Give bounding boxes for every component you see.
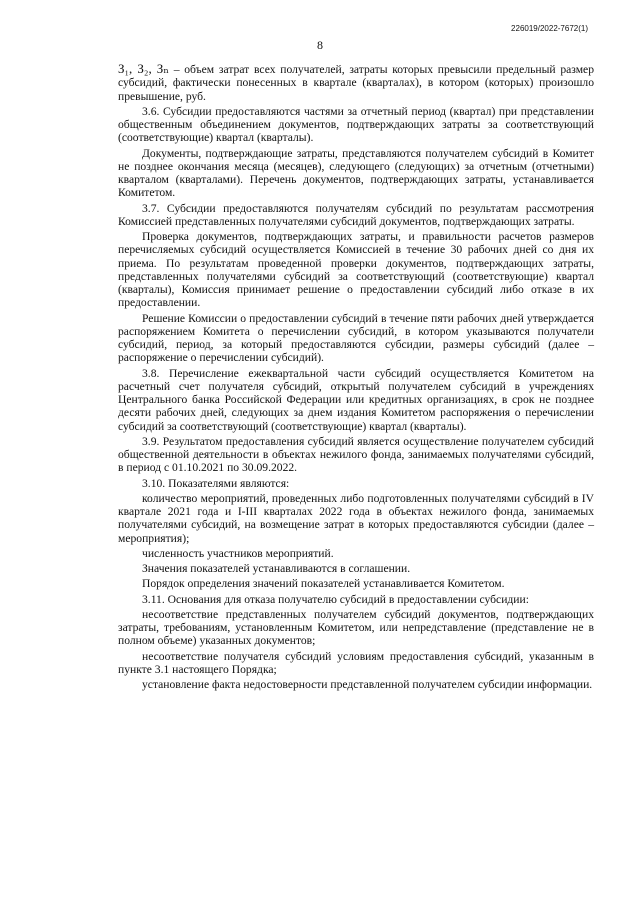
page-number: 8 <box>317 38 323 52</box>
paragraph-3-8: 3.8. Перечисление ежеквартальной части субсидий осуществляется Комитетом на расчетный счет получателя субсидий, открытый получателем субсидий в учреждениях Центрального банка Российской Федерации или кредитных организациях, в срок не позднее десяти рабочих дней, следующих за днем издания Комитетом распоряжения о перечислении субсидий за соответствующий (соответствующие) квартал (кварталы). <box>118 366 594 433</box>
formula-description: – объем затрат всех получателей, затраты которых превысили предельный размер субсидий, фактически понесенных в квартале (кварталах), в котором (которых) произошло превышение, руб. <box>118 63 594 103</box>
document-body <box>118 62 594 693</box>
paragraph-nonconformity-recipient: несоответствие получателя субсидий условиям предоставления субсидий, указанным в пункте 3.1 настоящего Порядка; <box>118 649 594 676</box>
paragraph-false-info: установление факта недостоверности представленной получателем субсидии информации. <box>142 678 593 691</box>
paragraph-3-7: 3.7. Субсидии предоставляются получателям субсидий по результатам рассмотрения Комиссией представленных получателями субсидий документов, подтверждающих затраты. <box>118 201 594 228</box>
formula-paragraph <box>118 62 594 103</box>
paragraph-3-10: 3.10. Показателями являются: <box>142 476 290 490</box>
paragraph-indicator-values: Значения показателей устанавливаются в соглашении. <box>142 562 411 575</box>
paragraph-decision: Решение Комиссии о предоставлении субсидий в течение пяти рабочих дней утверждается распоряжением Комитета о перечислении субсидий, в котором указываются получатели субсидий, период, за который предоставляются субсидии, размеры субсидий (далее – распоряжение о перечислении субсидий). <box>118 311 594 365</box>
paragraph-verification: Проверка документов, подтверждающих затраты, и правильности расчетов размеров перечисляемых субсидий осуществляется Комиссией в течение 30 рабочих дней со дня их приема. По результатам проведенной проверки документов, подтверждающих затраты, представленных получателями субсидий за соответствующий (соответствующие) квартал (кварталы), Комиссия принимает решение о предоставлении субсидий либо отказе в их предоставлении. <box>118 230 594 310</box>
paragraph-3-6: 3.6. Субсидии предоставляются частями за отчетный период (квартал) при представлении общественным объединением документов, подтверждающих затраты за соответствующий (соответствующие) квартал (кварталы). <box>118 104 594 145</box>
formula-variables: З₁, З₂, Зₙ <box>118 61 169 76</box>
paragraph-events-count: количество мероприятий, проведенных либо подготовленных получателями субсидий в IV квартале 2021 года и I-III кварталах 2022 года в объектах нежилого фонда, занимаемых получателями субсидий, на возмещение затрат в которых предоставляются субсидии (далее – мероприятия); <box>118 491 594 545</box>
paragraph-documents: Документы, подтверждающие затраты, представляются получателем субсидий в Комитет не позднее окончания месяца (месяцев), следующего (следующих) за отчетным (отчетными) кварталом (кварталами). Перечень документов, подтверждающих затраты, устанавливается Комитетом. <box>118 146 594 200</box>
paragraph-nonconformity-docs: несоответствие представленных получателем субсидий документов, подтверждающих затраты, требованиям, установленным Комитетом, или непредставление (представление не в полном объеме) указанных документов; <box>118 607 594 648</box>
paragraph-participants: численность участников мероприятий. <box>142 546 334 560</box>
document-id: 226019/2022-7672(1) <box>511 24 588 33</box>
paragraph-indicator-procedure: Порядок определения значений показателей устанавливается Комитетом. <box>142 577 505 591</box>
paragraph-3-11: 3.11. Основания для отказа получателю субсидий в предоставлении субсидии: <box>142 592 529 606</box>
paragraph-3-9: 3.9. Результатом предоставления субсидий является осуществление получателем субсидий общественной деятельности в объектах нежилого фонда, занимаемых получателями субсидий, в период с 01.10.2021 по 30.09.2022. <box>118 434 594 475</box>
